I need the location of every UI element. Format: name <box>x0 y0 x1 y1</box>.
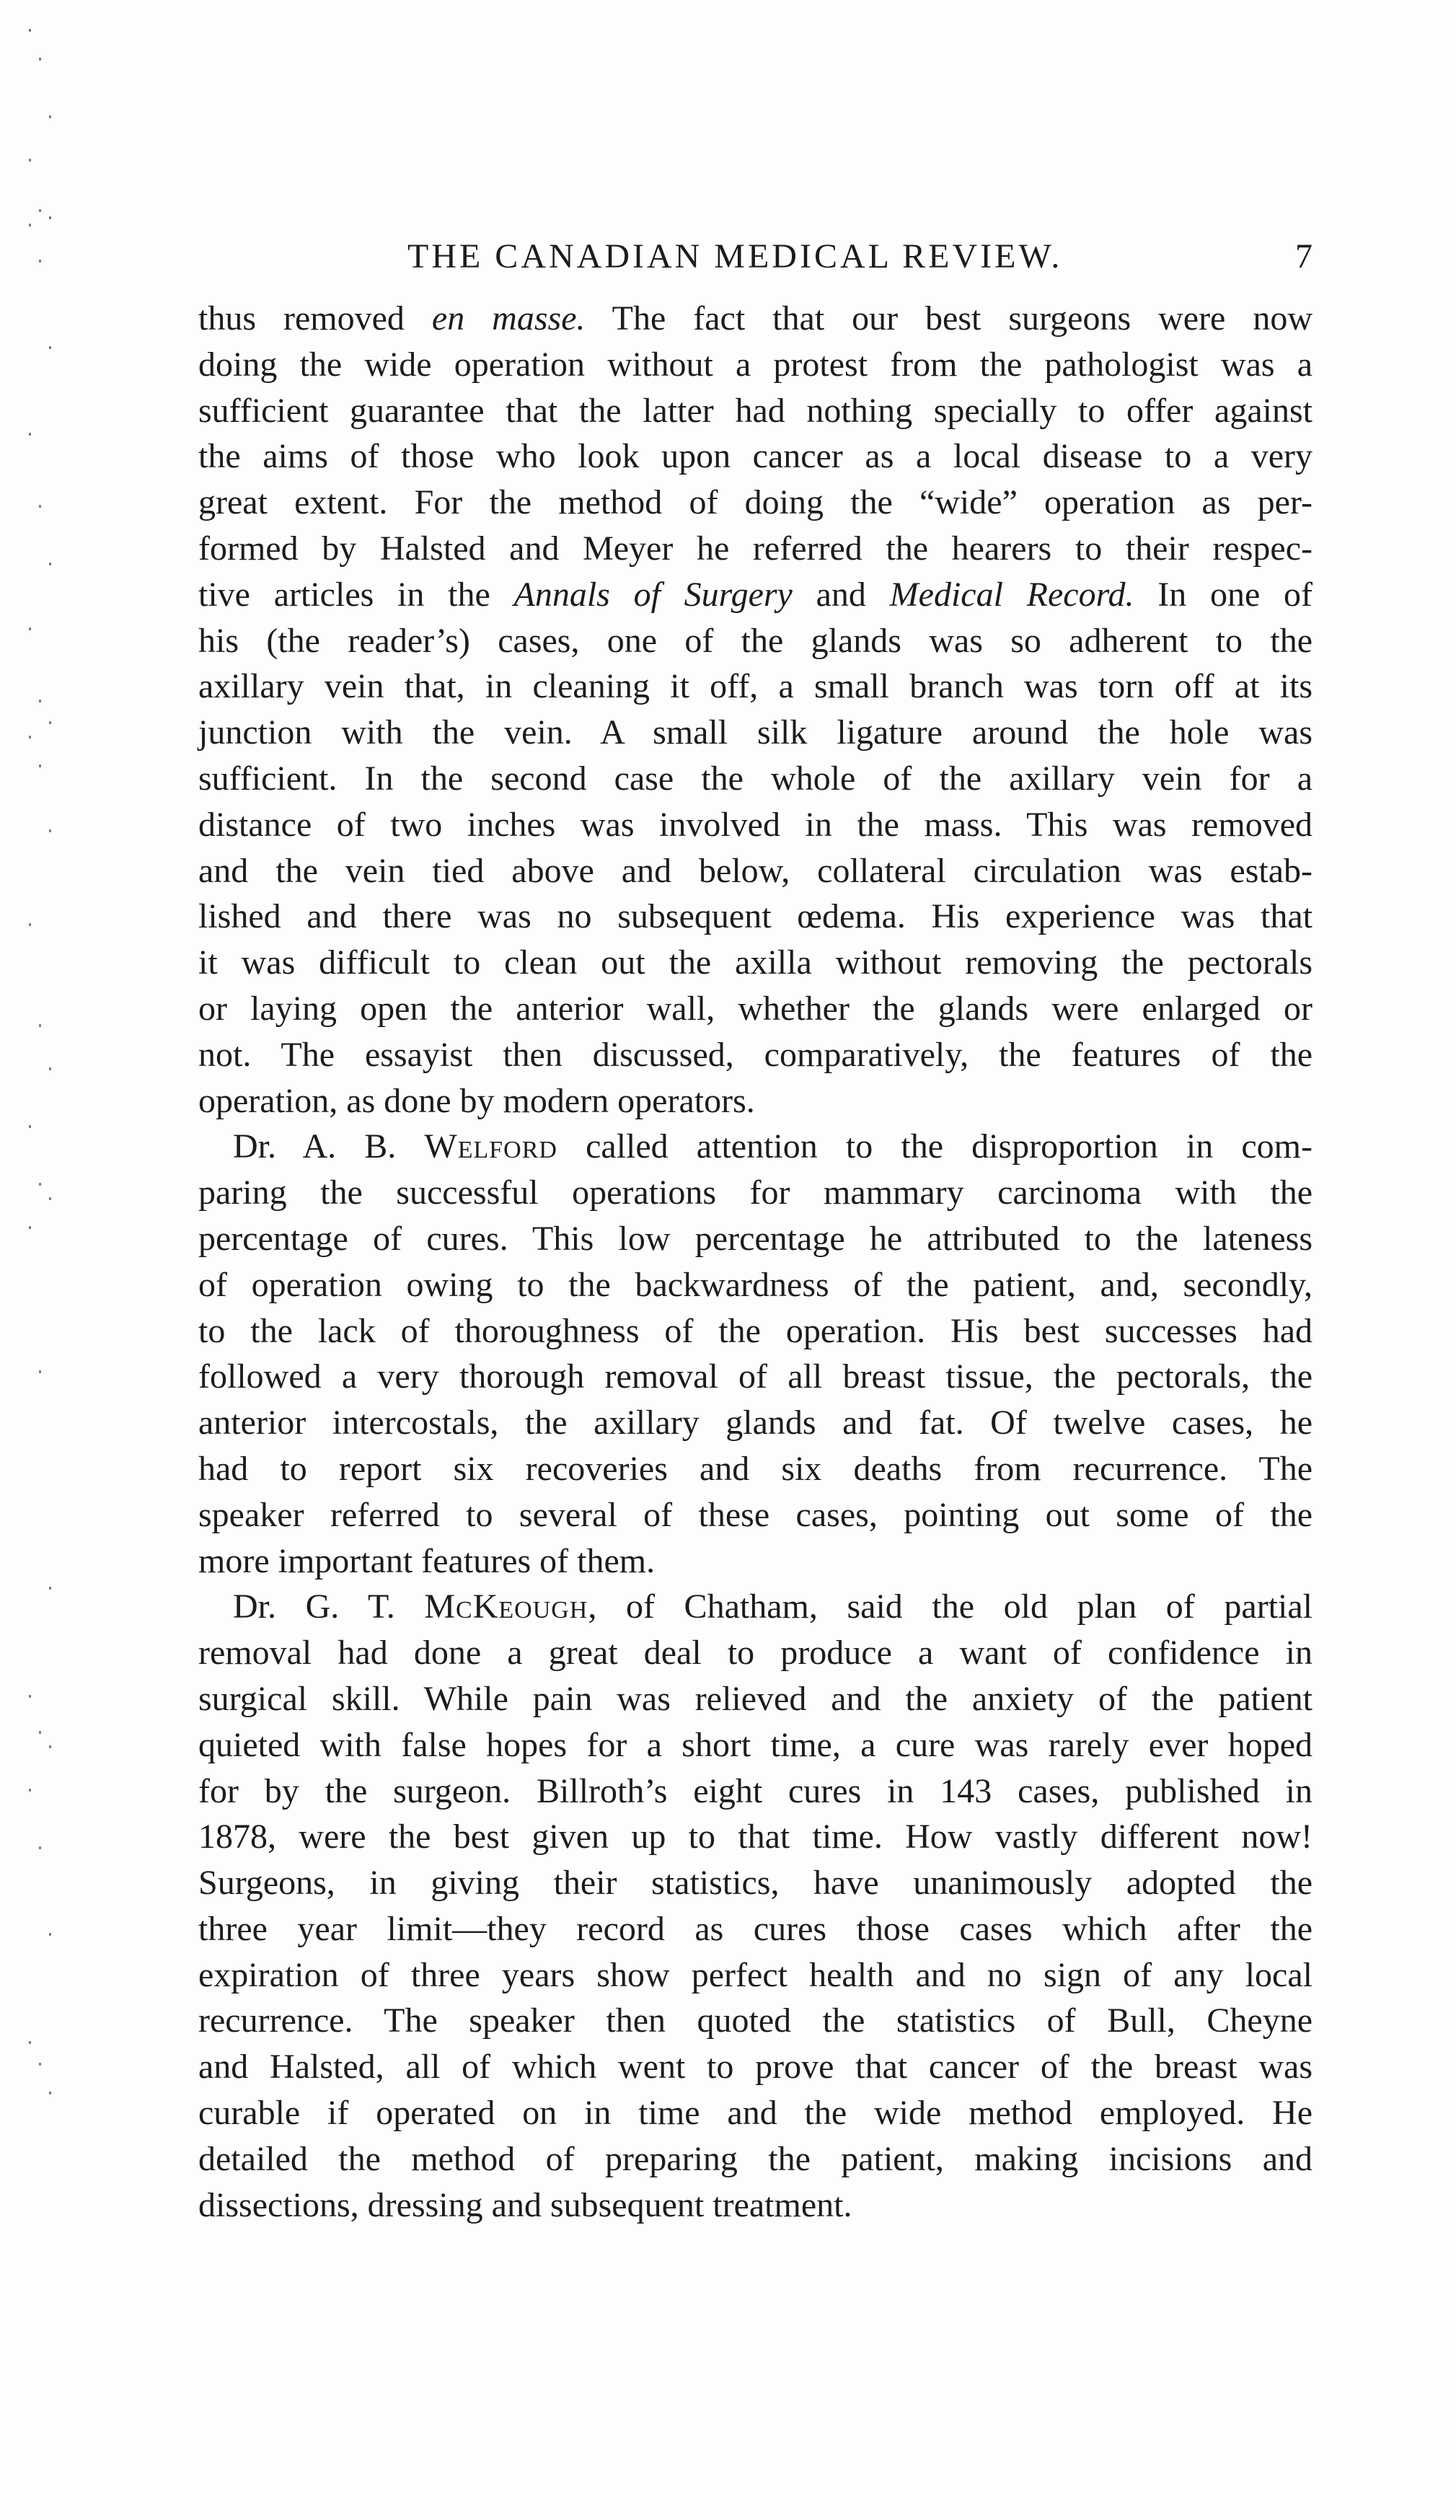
scan-speck <box>29 1695 31 1698</box>
scan-speck <box>29 1789 31 1792</box>
text-line: or laying open the anterior wall, whether the glands were enlarged or <box>198 989 1312 1028</box>
text-line: great extent. For the method of doing the “wide” operation as per- <box>198 483 1312 522</box>
text-line: paring the successful operations for mammary carcinoma with the <box>198 1173 1312 1212</box>
text-line: sufficient. In the second case the whole of the axillary vein for a <box>198 759 1312 798</box>
text-line: junction with the vein. A small silk ligature around the hole was <box>198 713 1312 752</box>
speaker-name: Welford <box>424 1127 557 1166</box>
scan-speck <box>29 159 31 162</box>
text-line: and Halsted, all of which went to prove that cancer of the breast was <box>198 2048 1312 2087</box>
text-line: to the lack of thoroughness of the operation. His best successes had <box>198 1311 1312 1350</box>
text-line: 1878, were the best given up to that time. How vastly different now! <box>198 1818 1312 1856</box>
text-line: Surgeons, in giving their statistics, have unanimously adopted the <box>198 1864 1312 1903</box>
text-line: Dr. G. T. McKeough, of Chatham, said the old plan of partial <box>233 1587 1312 1626</box>
scan-speck <box>29 1226 31 1229</box>
scan-speck <box>49 721 51 724</box>
italic-citation: en masse. <box>431 299 586 338</box>
scan-speck <box>49 216 51 219</box>
scan-speck <box>29 29 31 32</box>
paragraph <box>198 1124 1312 1584</box>
text-line: expiration of three years show perfect health and no sign of any local <box>198 1955 1312 1994</box>
text-line: doing the wide operation without a protest from the pathologist was a <box>198 345 1312 384</box>
text-line: tive articles in the Annals of Surgery and Medical Record. In one of <box>198 575 1312 614</box>
scan-speck <box>39 58 41 61</box>
text-line: removal had done a great deal to produce a want of confidence in <box>198 1634 1312 1673</box>
text-line: his (the reader’s) cases, one of the glands was so adherent to the <box>198 621 1312 660</box>
text-line: lished and there was no subsequent œdema. His experience was that <box>198 897 1312 936</box>
scan-speck <box>49 2092 51 2094</box>
text-line: axillary vein that, in cleaning it off, a small branch was torn off at its <box>198 667 1312 706</box>
text-line: Dr. A. B. Welford called attention to the disproportion in com- <box>233 1127 1312 1166</box>
page-number: 7 <box>1295 237 1312 276</box>
text-line: recurrence. The speaker then quoted the statistics of Bull, Cheyne <box>198 2001 1312 2040</box>
scan-speck <box>49 1197 51 1200</box>
scan-speck <box>39 260 41 263</box>
text-line: distance of two inches was involved in the mass. This was removed <box>198 805 1312 844</box>
text-line: quieted with false hopes for a short time, a cure was rarely ever hoped <box>198 1725 1312 1764</box>
italic-citation: Medical Record. <box>889 575 1134 614</box>
scan-speck <box>39 1183 41 1186</box>
scan-speck <box>39 209 41 212</box>
text-line: percentage of cures. This low percentage he attributed to the lateness <box>198 1219 1312 1258</box>
article-body <box>198 296 1312 2228</box>
scan-speck <box>49 1587 51 1590</box>
scan-speck <box>39 1370 41 1373</box>
scan-speck <box>39 2063 41 2066</box>
scan-speck <box>39 1024 41 1027</box>
text-line: the aims of those who look upon cancer as a local disease to a very <box>198 437 1312 476</box>
scan-speck <box>29 433 31 436</box>
left-margin-scan-specks <box>0 0 87 2520</box>
text-line: anterior intercostals, the axillary glands and fat. Of twelve cases, he <box>198 1404 1312 1442</box>
scan-speck <box>39 1846 41 1849</box>
scan-speck <box>49 829 51 832</box>
journal-page <box>198 216 1312 2228</box>
scan-speck <box>29 224 31 226</box>
scan-speck <box>49 115 51 118</box>
speaker-name: McKeough <box>424 1587 588 1626</box>
scan-speck <box>29 627 31 630</box>
text-line: curable if operated on in time and the wide method employed. He <box>198 2094 1312 2133</box>
paragraph <box>198 1584 1312 2228</box>
scan-speck <box>29 923 31 926</box>
text-line: and the vein tied above and below, collateral circulation was estab- <box>198 851 1312 890</box>
text-line: dissections, dressing and subsequent treatment. <box>198 2185 852 2224</box>
scan-speck <box>39 1731 41 1734</box>
running-head <box>198 216 1312 281</box>
scan-speck <box>49 1745 51 1748</box>
journal-title: THE CANADIAN MEDICAL REVIEW. <box>407 237 1063 276</box>
paragraph <box>198 296 1312 1124</box>
text-line: formed by Halsted and Meyer he referred the hearers to their respec- <box>198 529 1312 568</box>
scan-speck <box>49 1067 51 1070</box>
text-line: three year limit—they record as cures those cases which after the <box>198 1909 1312 1948</box>
text-line: for by the surgeon. Billroth’s eight cures in 143 cases, published in <box>198 1771 1312 1810</box>
text-line: followed a very thorough removal of all breast tissue, the pectorals, the <box>198 1357 1312 1396</box>
text-line: operation, as done by modern operators. <box>198 1081 755 1120</box>
scan-speck <box>39 700 41 702</box>
scan-speck <box>39 505 41 508</box>
text-line: speaker referred to several of these cases, pointing out some of the <box>198 1495 1312 1534</box>
text-line: not. The essayist then discussed, comparatively, the features of the <box>198 1035 1312 1074</box>
text-line: it was difficult to clean out the axilla without removing the pectorals <box>198 943 1312 982</box>
scan-speck <box>39 765 41 767</box>
text-line: of operation owing to the backwardness of the patient, and, secondly, <box>198 1265 1312 1304</box>
text-line: thus removed en masse. The fact that our best surgeons were now <box>198 299 1312 338</box>
text-line: more important features of them. <box>198 1541 656 1580</box>
scan-speck <box>29 736 31 739</box>
text-line: detailed the method of preparing the patient, making incisions and <box>198 2139 1312 2178</box>
scan-speck <box>29 2041 31 2044</box>
text-line: had to report six recoveries and six deaths from recurrence. The <box>198 1449 1312 1488</box>
scan-speck <box>49 1933 51 1936</box>
scan-speck <box>49 346 51 349</box>
text-line: surgical skill. While pain was relieved and the anxiety of the patient <box>198 1679 1312 1718</box>
text-line: sufficient guarantee that the latter had nothing specially to offer against <box>198 391 1312 430</box>
scan-speck <box>49 563 51 565</box>
scan-speck <box>29 1125 31 1128</box>
italic-citation: Annals of Surgery <box>513 575 793 614</box>
